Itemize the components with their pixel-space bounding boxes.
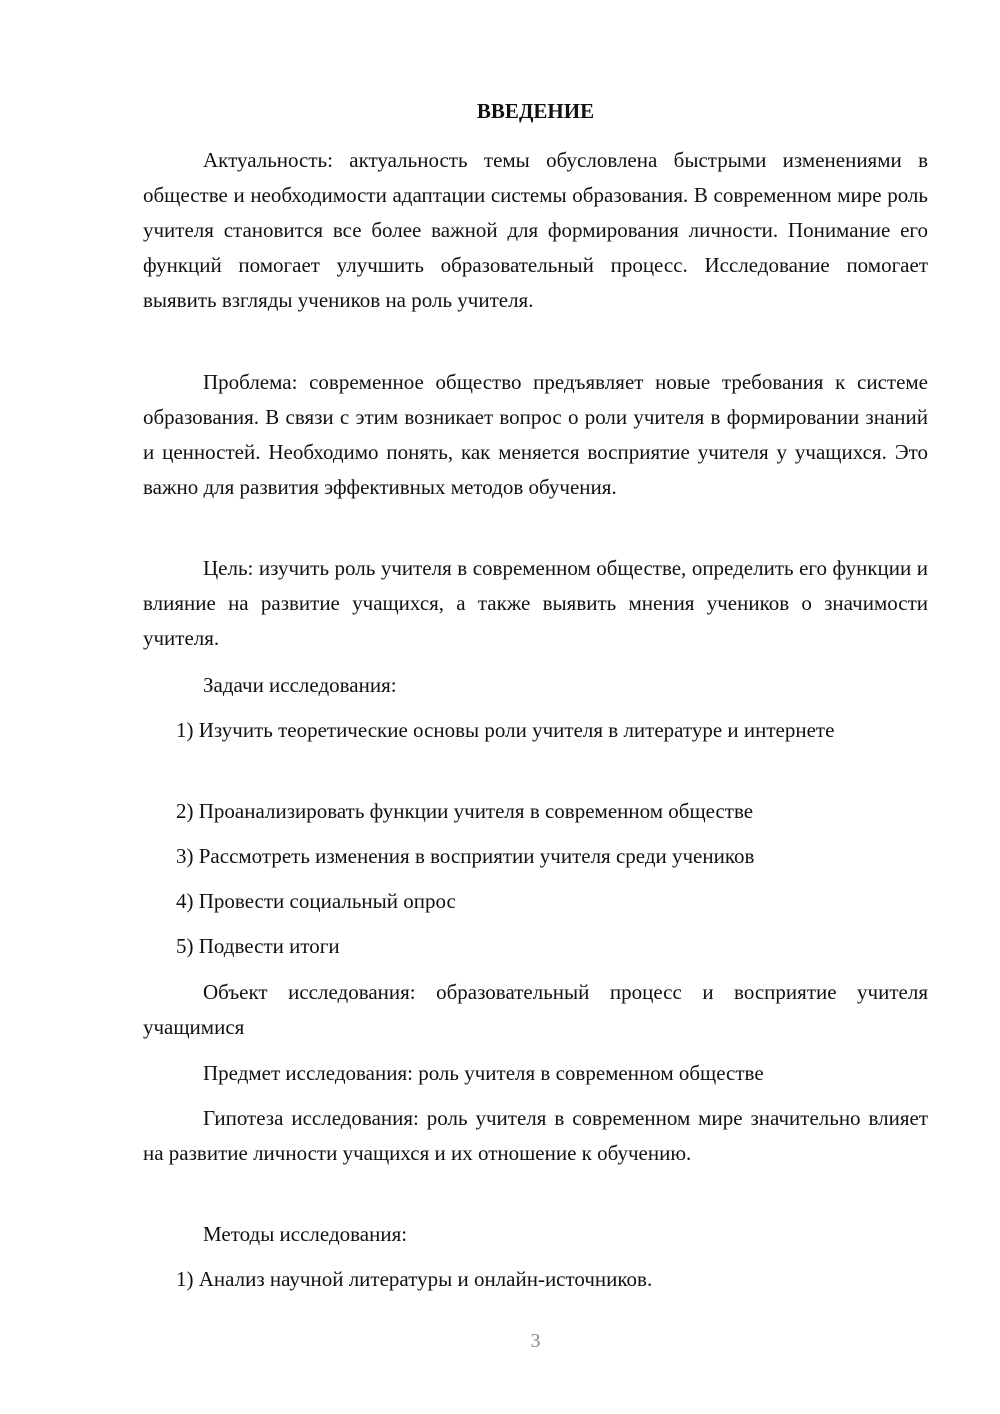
task-item-3: 3) Рассмотреть изменения в восприятии учителя среди учеников: [176, 844, 755, 868]
page-number: 3: [530, 1330, 541, 1352]
method-item-1: 1) Анализ научной литературы и онлайн-источников.: [176, 1267, 653, 1291]
task-item-4: 4) Провести социальный опрос: [176, 889, 456, 913]
paragraph-subject: Предмет исследования: роль учителя в современном обществе: [203, 1061, 764, 1085]
paragraph-methods-heading: Методы исследования:: [203, 1222, 408, 1246]
paragraph-hypothesis: Гипотеза исследования: роль учителя в современном мире значительно влияет на развитие личности учащихся и их отношение к обучению.: [143, 1106, 928, 1165]
paragraph-problem: Проблема: современное общество предъявляет новые требования к системе образования. В связи с этим возникает вопрос о роли учителя в формировании знаний и ценностей. Необходимо понять, как меняется восприятие учителя у учащихся. Это важно для развития эффективных методов обучения.: [143, 370, 928, 499]
paragraph-tasks-heading: Задачи исследования:: [203, 673, 397, 697]
section-title: ВВЕДЕНИЕ: [476, 99, 595, 123]
paragraph-relevance: Актуальность: актуальность темы обусловлена быстрыми изменениями в обществе и необходимости адаптации системы образования. В современном мире роль учителя становится все более важной для формирования личности. Понимание его функций помогает улучшить образовательный процесс. Исследование помогает выявить взгляды учеников на роль учителя.: [143, 148, 928, 312]
task-item-2: 2) Проанализировать функции учителя в современном обществе: [176, 799, 754, 823]
task-item-5: 5) Подвести итоги: [176, 934, 340, 958]
document-page: [143, 0, 928, 1414]
task-item-1: 1) Изучить теоретические основы роли учителя в литературе и интернете: [176, 718, 835, 742]
paragraph-goal: Цель: изучить роль учителя в современном обществе, определить его функции и влияние на развитие учащихся, а также выявить мнения учеников о значимости учителя.: [143, 556, 928, 650]
paragraph-object: Объект исследования: образовательный процесс и восприятие учителя учащимися: [143, 980, 928, 1039]
